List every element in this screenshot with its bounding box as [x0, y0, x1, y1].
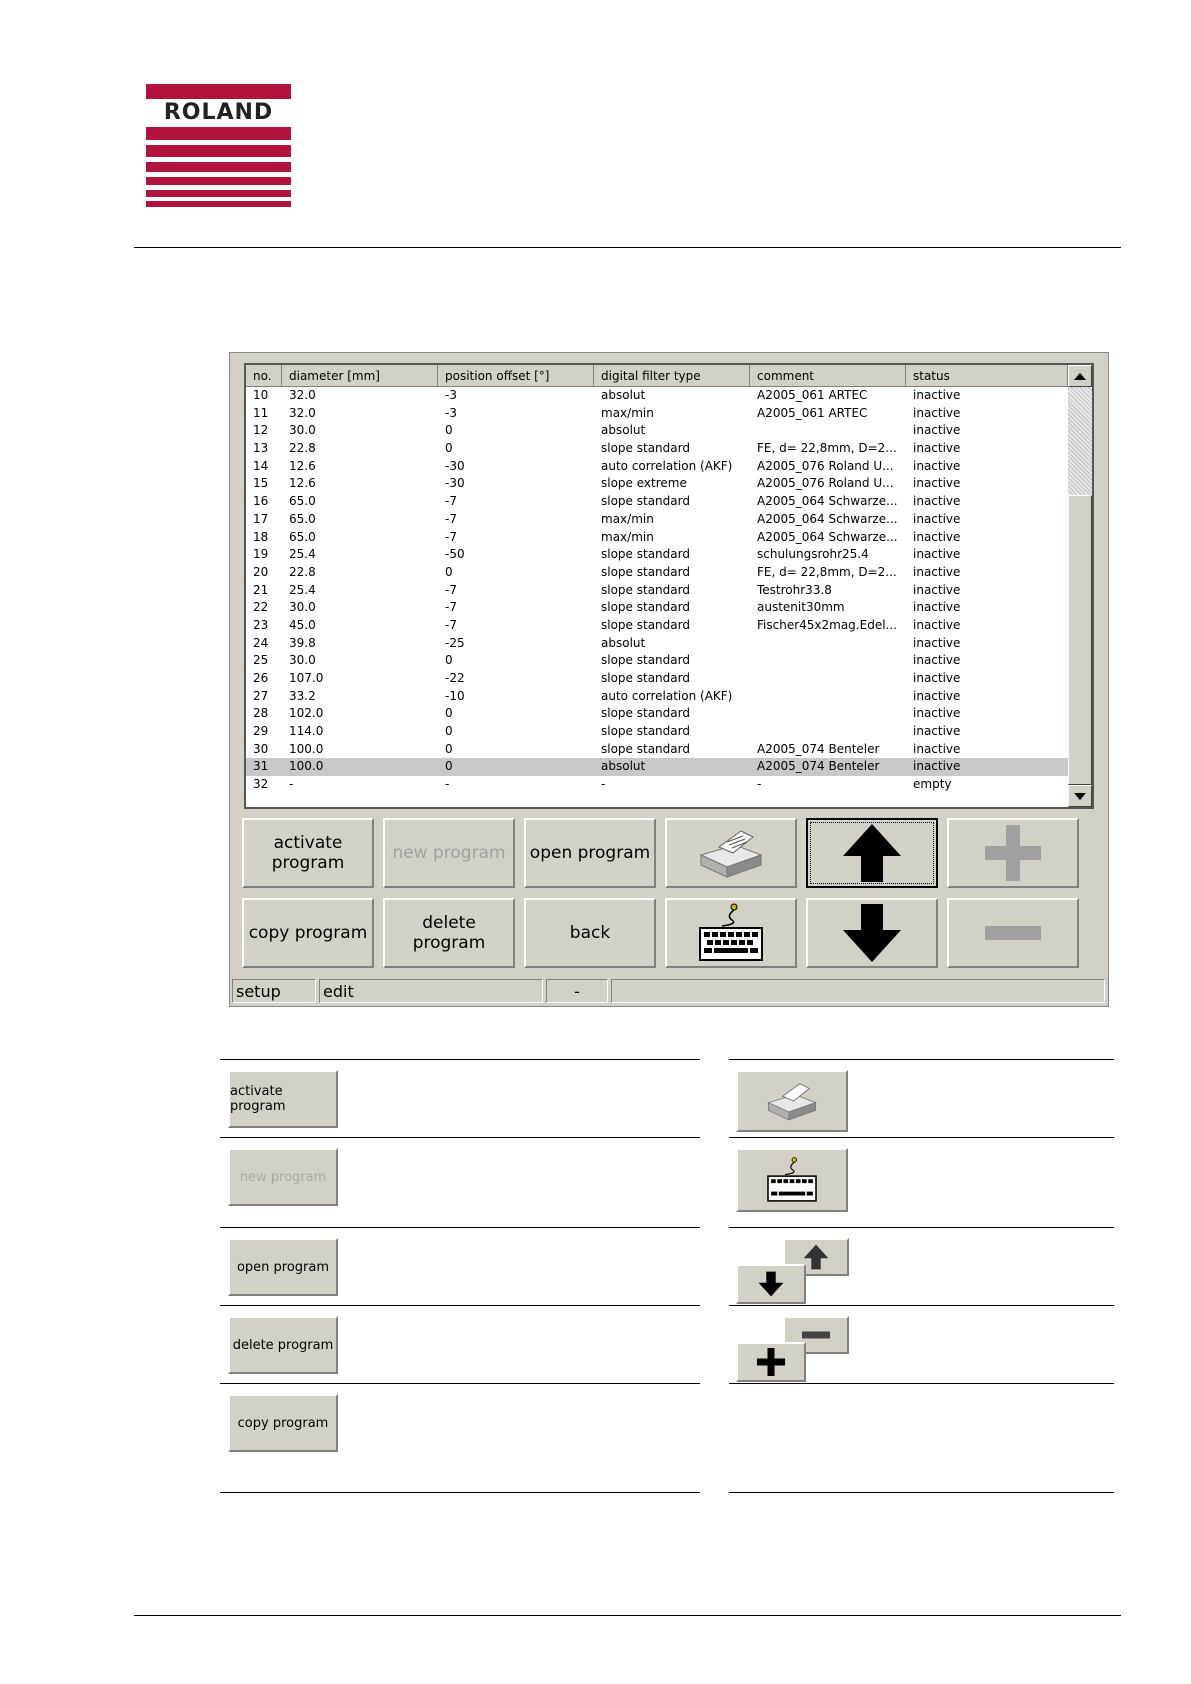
cell-status: inactive [913, 724, 961, 739]
move-up-button[interactable] [806, 818, 938, 888]
cell-no: 27 [253, 688, 269, 703]
legend-row [220, 1305, 700, 1384]
scroll-down-icon [1074, 793, 1086, 800]
table-row[interactable] [246, 511, 1068, 529]
new-program-button[interactable]: new program [383, 818, 515, 888]
table-row[interactable] [246, 529, 1068, 547]
cell-comment: Fischer45x2mag.Edel... [757, 617, 897, 632]
cell-position-offset: -3 [445, 405, 457, 420]
status-mode: setup [232, 979, 316, 1003]
cell-no: 12 [253, 423, 269, 438]
cell-position-offset: -7 [445, 511, 457, 526]
program-list[interactable] [244, 363, 1094, 809]
table-row[interactable] [246, 493, 1068, 511]
plus-icon [756, 1347, 786, 1377]
table-row[interactable] [246, 546, 1068, 564]
table-row[interactable] [246, 723, 1068, 741]
table-row[interactable] [246, 564, 1068, 582]
legend-row [729, 1059, 1114, 1138]
cell-filter-type: absolut [601, 759, 646, 774]
cell-filter-type: slope standard [601, 494, 690, 509]
cell-filter-type: slope standard [601, 441, 690, 456]
cell-position-offset: -7 [445, 600, 457, 615]
cell-comment: A2005_074 Benteler [757, 741, 880, 756]
cell-status: inactive [913, 388, 961, 402]
cell-position-offset: 0 [445, 423, 453, 438]
delete-program-button[interactable]: delete program [383, 898, 515, 968]
cell-position-offset: -30 [445, 476, 465, 491]
cell-status: inactive [913, 741, 961, 756]
cell-diameter: 33.2 [289, 688, 316, 703]
cell-no: 30 [253, 741, 269, 756]
cell-diameter: 65.0 [289, 494, 316, 509]
scroll-up-icon [1074, 373, 1086, 380]
minus-icon [983, 923, 1043, 943]
cell-filter-type: max/min [601, 405, 654, 420]
cell-no: 23 [253, 617, 269, 632]
cell-comment [750, 652, 906, 670]
cell-position-offset: 0 [445, 724, 453, 739]
col-header-status[interactable]: status [906, 365, 1068, 387]
cell-status: inactive [913, 653, 961, 668]
legend-row [729, 1383, 1114, 1493]
print-button[interactable] [665, 818, 797, 888]
table-row[interactable] [246, 635, 1068, 653]
copy-program-button[interactable]: copy program [242, 898, 374, 968]
legend-row [220, 1383, 700, 1493]
cell-diameter: 114.0 [289, 724, 324, 739]
cell-comment [750, 688, 906, 706]
col-header-position-offset[interactable]: position offset [°] [438, 365, 594, 387]
cell-filter-type: - [601, 777, 606, 792]
cell-position-offset: -7 [445, 494, 457, 509]
minus-icon [801, 1330, 831, 1340]
cell-position-offset: -7 [445, 529, 457, 544]
cell-diameter: 107.0 [289, 671, 324, 685]
table-row[interactable] [246, 705, 1068, 723]
cell-no: 19 [253, 547, 269, 562]
cell-position-offset: -22 [445, 671, 465, 685]
cell-position-offset: 0 [445, 653, 453, 668]
legend-row [729, 1305, 1114, 1384]
cell-filter-type: slope standard [601, 671, 690, 685]
cell-status: inactive [913, 564, 961, 579]
cell-filter-type: max/min [601, 511, 654, 526]
plus-icon [983, 823, 1043, 883]
cell-status: inactive [913, 476, 961, 491]
cell-filter-type: slope standard [601, 547, 690, 562]
cell-diameter: 30.0 [289, 600, 316, 615]
printer-icon [691, 825, 771, 881]
cell-no: 20 [253, 564, 269, 579]
cell-diameter: 65.0 [289, 529, 316, 544]
list-header [246, 365, 1068, 387]
keyboard-icon [764, 1156, 820, 1204]
legend-open-button: open program [228, 1238, 338, 1296]
cell-comment: A2005_064 Schwarze... [757, 529, 898, 544]
cell-diameter: 32.0 [289, 388, 316, 402]
cell-filter-type: slope extreme [601, 476, 687, 491]
cell-filter-type: slope standard [601, 564, 690, 579]
cell-position-offset: 0 [445, 759, 453, 774]
cell-comment: Testrohr33.8 [757, 582, 832, 597]
status-value: - [546, 979, 608, 1003]
cell-status: inactive [913, 441, 961, 456]
cell-status: inactive [913, 494, 961, 509]
program-window [229, 352, 1109, 1007]
list-rows [246, 387, 1068, 794]
cell-status: inactive [913, 547, 961, 562]
cell-position-offset: 0 [445, 441, 453, 456]
legend-row [220, 1227, 700, 1306]
scroll-down-button[interactable] [1068, 785, 1092, 807]
cell-filter-type: slope standard [601, 617, 690, 632]
cell-position-offset: -10 [445, 688, 465, 703]
cell-comment [750, 705, 906, 723]
cell-diameter: 100.0 [289, 759, 324, 774]
table-row[interactable] [246, 422, 1068, 440]
cell-comment: A2005_064 Schwarze... [757, 511, 898, 526]
increase-button[interactable] [947, 818, 1079, 888]
col-header-diameter[interactable]: diameter [mm] [282, 365, 438, 387]
cell-comment: A2005_076 Roland U... [757, 476, 894, 491]
cell-diameter: 102.0 [289, 706, 324, 721]
cell-diameter: 30.0 [289, 423, 316, 438]
keyboard-button[interactable] [665, 898, 797, 968]
scroll-thumb[interactable] [1068, 495, 1092, 785]
roland-logo [146, 84, 291, 208]
status-extra [611, 979, 1105, 1003]
cell-filter-type: absolut [601, 423, 646, 438]
cell-position-offset: -7 [445, 582, 457, 597]
cell-position-offset: 0 [445, 706, 453, 721]
activate-program-button[interactable]: activate program [242, 818, 374, 888]
cell-diameter: 30.0 [289, 653, 316, 668]
cell-position-offset: -7 [445, 617, 457, 632]
back-button[interactable]: back [524, 898, 656, 968]
table-row[interactable] [246, 776, 1068, 794]
legend-activate-button: activate program [228, 1070, 338, 1128]
table-row[interactable] [246, 582, 1068, 600]
cell-status: inactive [913, 688, 961, 703]
status-action: edit [319, 979, 543, 1003]
cell-diameter: 22.8 [289, 564, 316, 579]
cell-no: 16 [253, 494, 269, 509]
cell-position-offset: -30 [445, 458, 465, 473]
arrow-up-icon [837, 822, 907, 884]
table-row[interactable] [246, 440, 1068, 458]
table-row[interactable] [246, 458, 1068, 476]
cell-status: inactive [913, 582, 961, 597]
cell-position-offset: 0 [445, 564, 453, 579]
cell-no: 17 [253, 511, 269, 526]
col-header-filter-type[interactable]: digital filter type [594, 365, 750, 387]
cell-comment: FE, d= 22,8mm, D=2... [757, 441, 897, 456]
cell-filter-type: max/min [601, 529, 654, 544]
table-row[interactable] [246, 475, 1068, 493]
open-program-button[interactable]: open program [524, 818, 656, 888]
cell-filter-type: slope standard [601, 582, 690, 597]
cell-filter-type: auto correlation (AKF) [601, 688, 733, 703]
cell-comment: FE, d= 22,8mm, D=2... [757, 564, 897, 579]
cell-no: 15 [253, 476, 269, 491]
table-row[interactable] [246, 599, 1068, 617]
cell-diameter: 25.4 [289, 547, 316, 562]
move-down-button[interactable] [806, 898, 938, 968]
cell-no: 14 [253, 458, 269, 473]
cell-status: inactive [913, 405, 961, 420]
cell-position-offset: -25 [445, 635, 465, 650]
cell-comment [750, 422, 906, 440]
cell-status: inactive [913, 529, 961, 544]
scroll-track[interactable] [1068, 387, 1092, 495]
cell-no: 25 [253, 653, 269, 668]
cell-comment: A2005_074 Benteler [757, 759, 880, 774]
table-row[interactable] [246, 652, 1068, 670]
cell-status: inactive [913, 511, 961, 526]
cell-no: 10 [253, 388, 269, 402]
table-row[interactable] [246, 387, 1068, 405]
vertical-scrollbar[interactable] [1068, 365, 1092, 807]
cell-comment: schulungsrohr25.4 [757, 547, 869, 562]
cell-comment [750, 723, 906, 741]
cell-comment [750, 670, 906, 688]
cell-no: 28 [253, 706, 269, 721]
cell-diameter: 12.6 [289, 458, 316, 473]
cell-status: inactive [913, 706, 961, 721]
cell-status: empty [913, 777, 952, 792]
col-header-no[interactable]: no. [246, 365, 282, 387]
legend-keyboard-button [736, 1148, 848, 1212]
cell-no: 13 [253, 441, 269, 456]
cell-diameter: 12.6 [289, 476, 316, 491]
cell-position-offset: -50 [445, 547, 465, 562]
table-row[interactable] [246, 688, 1068, 706]
cell-filter-type: slope standard [601, 653, 690, 668]
cell-position-offset: -3 [445, 388, 457, 402]
cell-position-offset: - [445, 777, 450, 792]
scroll-up-button[interactable] [1068, 365, 1092, 387]
cell-diameter: 100.0 [289, 741, 324, 756]
cell-diameter: 39.8 [289, 635, 316, 650]
cell-diameter: 32.0 [289, 405, 316, 420]
cell-filter-type: slope standard [601, 706, 690, 721]
cell-comment: A2005_064 Schwarze... [757, 494, 898, 509]
cell-comment: - [757, 777, 762, 792]
cell-status: inactive [913, 423, 961, 438]
cell-filter-type: slope standard [601, 724, 690, 739]
table-row[interactable] [246, 670, 1068, 688]
cell-no: 21 [253, 582, 269, 597]
cell-comment: austenit30mm [757, 600, 845, 615]
cell-filter-type: absolut [601, 388, 646, 402]
logo-text: ROLAND [146, 101, 291, 125]
cell-status: inactive [913, 458, 961, 473]
cell-diameter: 45.0 [289, 617, 316, 632]
cell-status: inactive [913, 635, 961, 650]
legend-row [220, 1137, 700, 1228]
cell-filter-type: slope standard [601, 600, 690, 615]
cell-no: 26 [253, 671, 269, 685]
legend-delete-button: delete program [228, 1316, 338, 1374]
header-rule [134, 247, 1121, 248]
legend-row [729, 1137, 1114, 1228]
cell-status: inactive [913, 759, 961, 774]
cell-filter-type: absolut [601, 635, 646, 650]
cell-no: 24 [253, 635, 269, 650]
table-row[interactable] [246, 741, 1068, 759]
cell-comment: A2005_076 Roland U... [757, 458, 894, 473]
cell-diameter: - [289, 777, 294, 792]
cell-diameter: 65.0 [289, 511, 316, 526]
cell-no: 11 [253, 405, 269, 420]
keyboard-icon [696, 902, 766, 964]
cell-diameter: 25.4 [289, 582, 316, 597]
legend-print-button [736, 1070, 848, 1132]
cell-diameter: 22.8 [289, 441, 316, 456]
cell-comment [750, 635, 906, 653]
printer-icon [760, 1079, 824, 1123]
cell-no: 29 [253, 724, 269, 739]
cell-no: 18 [253, 529, 269, 544]
cell-filter-type: auto correlation (AKF) [601, 458, 733, 473]
legend-row [220, 1059, 700, 1138]
arrow-down-icon [756, 1270, 786, 1298]
arrow-down-icon [837, 902, 907, 964]
cell-no: 31 [253, 759, 269, 774]
cell-no: 32 [253, 777, 269, 792]
cell-comment: A2005_061 ARTEC [757, 405, 868, 420]
cell-position-offset: 0 [445, 741, 453, 756]
cell-status: inactive [913, 600, 961, 615]
legend-plus-button [736, 1342, 806, 1382]
table-row[interactable] [246, 405, 1068, 423]
legend-copy-button: copy program [228, 1394, 338, 1452]
legend-new-button: new program [228, 1148, 338, 1206]
legend-row [729, 1227, 1114, 1306]
cell-no: 22 [253, 600, 269, 615]
col-header-comment[interactable]: comment [750, 365, 906, 387]
cell-comment: A2005_061 ARTEC [757, 388, 868, 402]
table-row[interactable] [246, 617, 1068, 635]
footer-rule [134, 1615, 1121, 1616]
table-row[interactable] [246, 758, 1068, 776]
cell-status: inactive [913, 671, 961, 685]
cell-status: inactive [913, 617, 961, 632]
decrease-button[interactable] [947, 898, 1079, 968]
cell-filter-type: slope standard [601, 741, 690, 756]
legend-down-button [736, 1264, 806, 1304]
